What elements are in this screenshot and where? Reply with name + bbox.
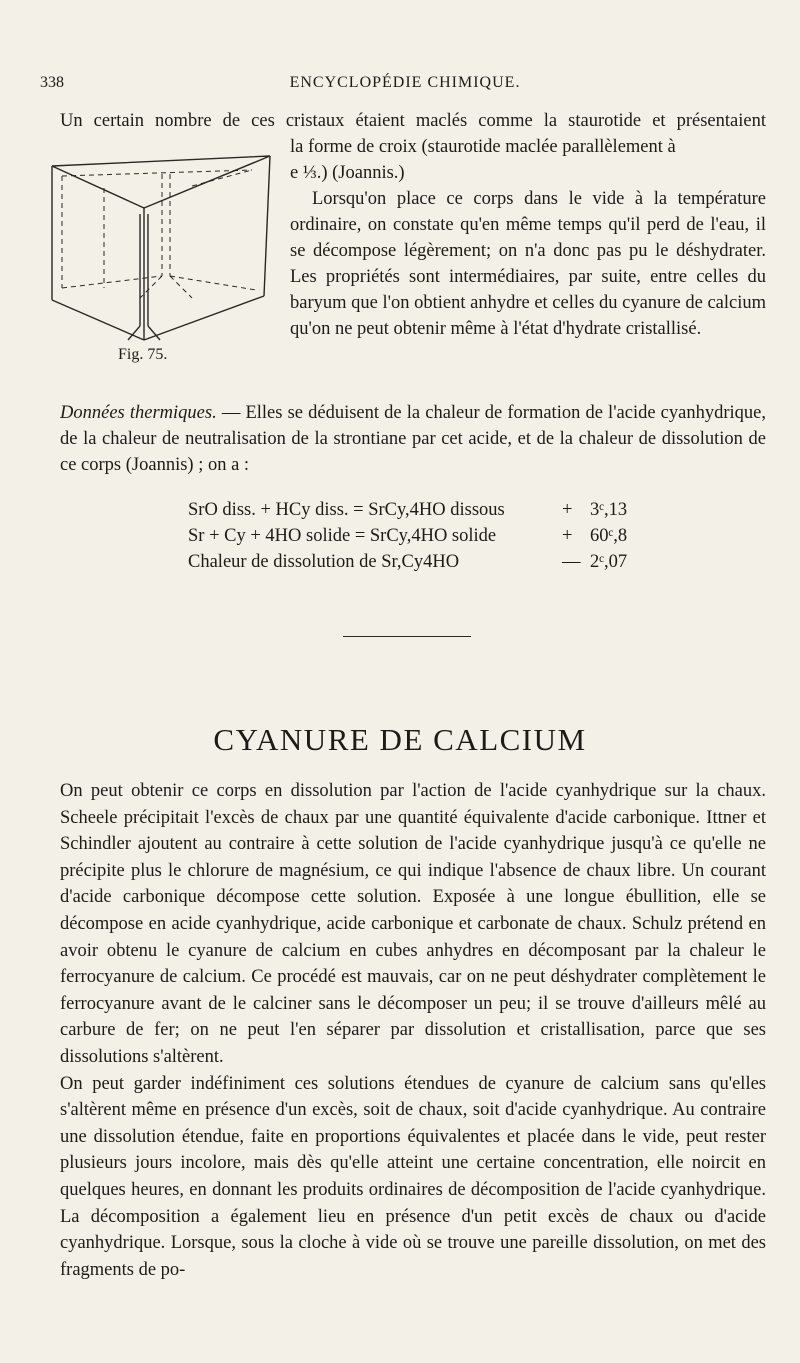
equation-value: 3ᶜ,13 [590, 500, 628, 520]
section-body [60, 778, 766, 1283]
running-title: ENCYCLOPÉDIE CHIMIQUE. [289, 74, 521, 91]
equation-left: Sr + Cy + 4HO solide = SrCy,4HO solide [188, 526, 497, 546]
intro-wrapped-text [290, 134, 766, 342]
figure-caption: Fig. 75. [118, 346, 168, 363]
body-paragraph-1: On peut obtenir ce corps en dissolution par l'action de l'acide cyanhydrique sur la chaux. Scheele précipitait l'excès de chaux par une quantité équivalente d'acide carbonique. Ittner et Schindler ajoutent au contraire à cette solution de l'acide cyanhydrique jusqu'à ce qu'elle ne précipite plus le chlorure de magnésium, ce qui indique l'absence de chaux libre. Un courant d'acide carbonique décompose cette solution. Exposée à une longue ébullition, elle se décompose en acide cyanhydrique, acide carbonique et carbonate de chaux. Schulz prétend en avoir obtenu le cyanure de calcium en cubes anhydres en décomposant par la chaleur le ferrocyanure de calcium. Ce procédé est mauvais, car on ne peut déshydrater complètement le ferrocyanure avant de le calciner sans le décomposer un peu; il se trouve d'ailleurs mêlé au carbure de fer; on ne peut l'en séparer par dissolution et cristallisation, parce que ses dissolutions s'altèrent. [60, 781, 766, 1067]
equation-left: Chaleur de dissolution de Sr,Cy4HO [188, 552, 460, 572]
intro-paragraph-2: Lorsqu'on place ce corps dans le vide à la température ordinaire, on constate qu'en même temps qu'il perd de l'eau, il se décompose légèrement; on n'a donc pas pu le déshydrater. Les propriétés sont intermédiaires, par suite, entre celles du baryum que l'on obtient anhydre et celles du cyanure de calcium qu'on ne peut obtenir même à l'état d'hydrate cristallisé. [290, 189, 766, 339]
equation-operator: + [562, 500, 573, 520]
equation-operator: — [562, 552, 581, 572]
staurotide-crystal-icon [42, 148, 272, 348]
equation-row [188, 497, 668, 523]
section-title: CYANURE DE CALCIUM [213, 722, 587, 757]
equation-row [188, 549, 668, 575]
crystal-figure [42, 148, 272, 348]
equation-left: SrO diss. + HCy diss. = SrCy,4HO dissous [188, 500, 505, 520]
thermal-data-text: — Elles se déduisent de la chaleur de formation de l'acide cyanhydrique, de la chaleur de neutralisation de la strontiane par cet acide, et de la chaleur de dissolution de ce corps (Joannis) ; on a : [60, 403, 766, 475]
intro-line-3: e ⅓.) (Joannis.) [290, 163, 405, 183]
page-header [40, 74, 770, 96]
thermal-data-paragraph [60, 400, 766, 478]
section-divider [343, 636, 471, 637]
equation-value: 2ᶜ,07 [590, 552, 628, 572]
page-number: 338 [40, 74, 64, 91]
equation-operator: + [562, 526, 573, 546]
equation-value: 60ᶜ,8 [590, 526, 628, 546]
thermal-data-label: Données thermiques. [60, 403, 217, 423]
equations-block [188, 497, 668, 575]
intro-line-2: la forme de croix (staurotide maclée parallèlement à [290, 137, 676, 157]
intro-first-line: Un certain nombre de ces cristaux étaient maclés comme la staurotide et présentaient [60, 111, 766, 131]
body-paragraph-2: On peut garder indéfiniment ces solutions étendues de cyanure de calcium sans qu'elles s'altèrent même en présence d'un excès, soit de chaux, soit d'acide cyanhydrique. Au contraire une dissolution étendue, faite en proportions équivalentes et placée dans le vide, peut rester plusieurs jours incolore, mais dès qu'elle atteint une certaine concentration, elle noircit en quelques heures, en donnant les produits ordinaires de décomposition de l'acide cyanhydrique. La décomposition a également lieu en présence d'un petit excès de chaux ou d'acide cyanhydrique. Lorsque, sous la cloche à vide où se trouve une pareille dissolution, on met des fragments de po- [60, 1073, 766, 1280]
equation-row [188, 523, 668, 549]
